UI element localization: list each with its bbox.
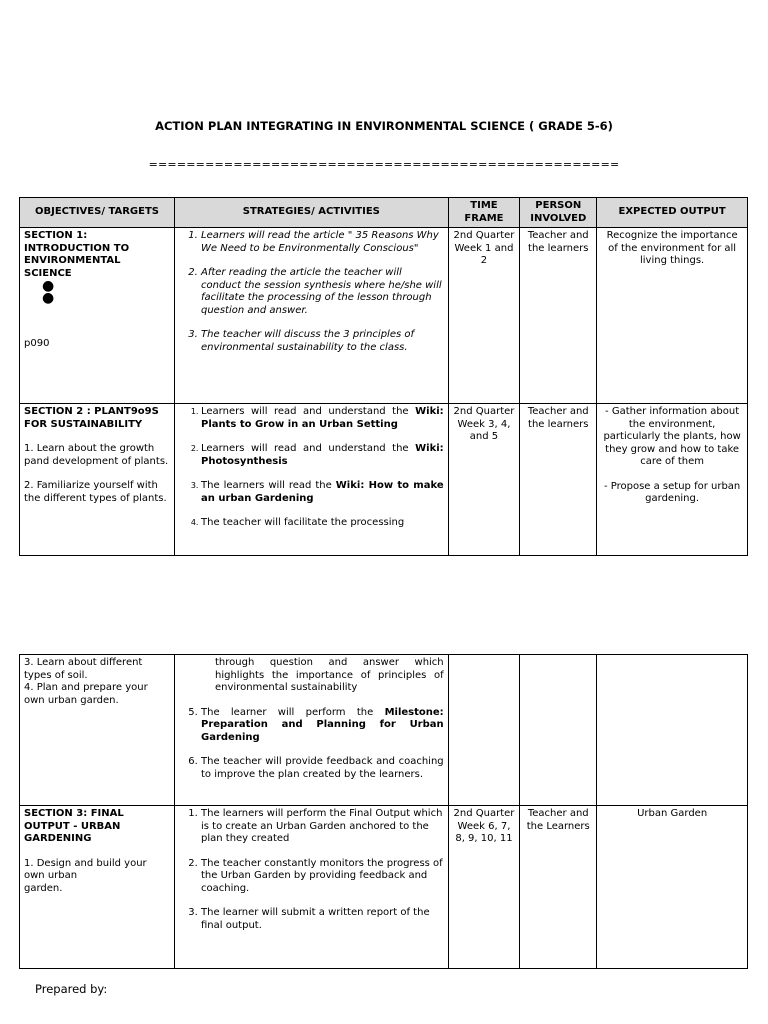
empty-cell xyxy=(597,655,748,806)
header-objectives: OBJECTIVES/ TARGETS xyxy=(20,198,175,228)
section1-heading: SECTION 1: INTRODUCTION TO ENVIRONMENTAL SCIENCE xyxy=(24,230,130,279)
bullet-icon: ● xyxy=(42,290,55,306)
document-title: ACTION PLAN INTEGRATING IN ENVIRONMENTAL SCIENCE ( GRADE 5-6) xyxy=(155,119,613,133)
list-item: 1. The learners will perform the Final Output which is to create an Urban Garden anchored to the plan they created xyxy=(201,808,444,846)
header-time-frame: TIME FRAME xyxy=(448,198,520,228)
list-item: 4. The teacher will facilitate the processing xyxy=(201,517,444,530)
section2-objective-1: 1. Learn about the growth pand development of plants. xyxy=(24,443,169,467)
table-row xyxy=(20,228,748,404)
section2-output: - Gather information about the environment, particularly the plants, how they grow and how to take care of them - Propose a setup for urban gardening. xyxy=(597,404,748,556)
section1-note: p090 xyxy=(24,338,50,349)
section2-activities-cont xyxy=(175,655,449,806)
section1-activities xyxy=(175,228,449,404)
prepared-by-label: Prepared by: xyxy=(35,982,108,996)
section2-activities xyxy=(175,404,449,556)
section2-objective-2: 2. Familiarize yourself with the different types of plants. xyxy=(24,480,167,504)
action-plan-table-page1 xyxy=(19,197,748,556)
list-item: 6. The teacher will provide feedback and coaching to improve the plan created by the learners. xyxy=(201,756,444,781)
section1-person: Teacher and the learners xyxy=(520,228,597,404)
section2-heading: SECTION 2 : PLANT9o9S FOR SUSTAINABILITY xyxy=(24,406,159,430)
list-item: 3. The learner will submit a written report of the final output. xyxy=(201,907,444,932)
table-row xyxy=(20,404,748,556)
section3-objectives xyxy=(20,806,175,969)
section2-person: Teacher and the learners xyxy=(520,404,597,556)
section2-objectives-cont xyxy=(20,655,175,806)
table-row xyxy=(20,655,748,806)
list-item: 2. The teacher constantly monitors the progress of the Urban Garden by providing feedback and coaching. xyxy=(201,858,444,896)
list-item: 2. After reading the article the teacher will conduct the session synthesis where he/she will facilitate the processing of the lesson through question and answer. xyxy=(201,267,444,317)
section2-objective-4: 4. Plan and prepare your own urban garden. xyxy=(24,682,148,706)
section2-objectives xyxy=(20,404,175,556)
action-plan-table-page2 xyxy=(19,654,748,969)
empty-cell xyxy=(448,655,520,806)
list-item: 5. The learner will perform the Milestone: Preparation and Planning for Urban Gardening xyxy=(201,707,444,745)
section3-objective-1b: garden. xyxy=(24,882,63,894)
section3-time: 2nd Quarter Week 6, 7, 8, 9, 10, 11 xyxy=(448,806,520,969)
section3-objective-1a: 1. Design and build your own urban xyxy=(24,857,147,881)
header-person-involved: PERSON INVOLVED xyxy=(520,198,597,228)
section2-objective-3: 3. Learn about different types of soil. xyxy=(24,657,143,681)
list-item: 2. Learners will read and understand the Wiki: Photosynthesis xyxy=(201,443,444,468)
empty-cell xyxy=(520,655,597,806)
separator-rule: ================================================== xyxy=(148,158,620,171)
section3-activities xyxy=(175,806,449,969)
section1-objectives xyxy=(20,228,175,404)
bullet-icon: ● xyxy=(42,278,55,294)
list-item: 1. Learners will read and understand the Wiki: Plants to Grow in an Urban Setting xyxy=(201,406,444,431)
list-item: 1. Learners will read the article " 35 Reasons Why We Need to be Environmentally Conscious" xyxy=(201,230,444,255)
header-strategies: STRATEGIES/ ACTIVITIES xyxy=(175,198,449,228)
section3-person: Teacher and the Learners xyxy=(520,806,597,969)
section3-heading: SECTION 3: FINAL OUTPUT - URBAN GARDENING xyxy=(24,808,124,844)
activity-continuation: through question and answer which highlights the importance of principles of environmental sustainability xyxy=(215,657,444,693)
section2-time: 2nd Quarter Week 3, 4, and 5 xyxy=(448,404,520,556)
list-item: 3. The teacher will discuss the 3 principles of environmental sustainability to the class. xyxy=(201,329,444,354)
list-item: 3. The learners will read the Wiki: How to make an urban Gardening xyxy=(201,480,444,505)
section1-time: 2nd Quarter Week 1 and 2 xyxy=(448,228,520,404)
header-expected-output: EXPECTED OUTPUT xyxy=(597,198,748,228)
section1-output: Recognize the importance of the environment for all living things. xyxy=(597,228,748,404)
table-row xyxy=(20,806,748,969)
section3-output: Urban Garden xyxy=(597,806,748,969)
